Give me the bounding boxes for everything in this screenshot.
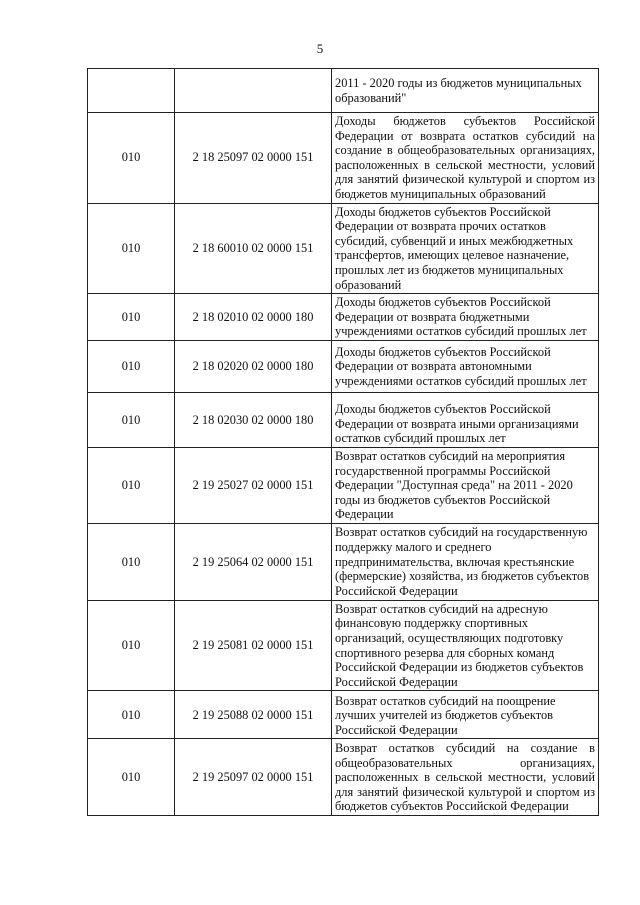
description-cell: Доходы бюджетов субъектов Российской Федерации от возврата бюджетными учреждениями остатков субсидий прошлых лет	[332, 294, 599, 341]
budget-code-cell: 2 19 25064 02 0000 151	[175, 523, 332, 600]
table-row	[88, 113, 599, 204]
page-number: 5	[316, 41, 324, 56]
budget-code-cell: 2 18 25097 02 0000 151	[175, 113, 332, 204]
admin-code-cell: 010	[88, 447, 175, 523]
admin-code-cell: 010	[88, 340, 175, 392]
admin-code-cell: 010	[88, 392, 175, 447]
table-row	[88, 691, 599, 739]
admin-code-cell: 010	[88, 523, 175, 600]
admin-code-cell: 010	[88, 203, 175, 294]
admin-code-cell: 010	[88, 113, 175, 204]
admin-code-cell	[88, 69, 175, 113]
description-cell: Доходы бюджетов субъектов Российской Федерации от возврата иными организациями остатков субсидий прошлых лет	[332, 392, 599, 447]
budget-code-cell: 2 19 25088 02 0000 151	[175, 691, 332, 739]
description-cell: Доходы бюджетов субъектов Российской Федерации от возврата автономными учреждениями остатков субсидий прошлых лет	[332, 340, 599, 392]
budget-code-cell: 2 18 02020 02 0000 180	[175, 340, 332, 392]
description-cell: Возврат остатков субсидий на мероприятия государственной программы Российской Федерации "Доступная среда" на 2011 - 2020 годы из бюджетов субъектов Российской Федерации	[332, 447, 599, 523]
table-row	[88, 294, 599, 341]
table-row	[88, 69, 599, 113]
description-cell: 2011 - 2020 годы из бюджетов муниципальных образований"	[332, 69, 599, 113]
budget-code-cell: 2 19 25097 02 0000 151	[175, 739, 332, 816]
description-cell: Возврат остатков субсидий на создание в общеобразовательных организациях, расположенных в сельской местности, условий для занятий физической культурой и спортом из бюджетов субъектов Российской Федерации	[332, 739, 599, 816]
budget-code-cell: 2 19 25081 02 0000 151	[175, 600, 332, 691]
table-row	[88, 203, 599, 294]
budget-code-cell: 2 18 02030 02 0000 180	[175, 392, 332, 447]
description-cell: Возврат остатков субсидий на государственную поддержку малого и среднего предпринимательства, включая крестьянские (фермерские) хозяйства, из бюджетов субъектов Российской Федерации	[332, 523, 599, 600]
table-row	[88, 739, 599, 816]
description-cell: Доходы бюджетов субъектов Российской Федерации от возврата остатков субсидий на создание в общеобразовательных организациях, расположенных в сельской местности, условий для занятий физической культурой и спортом из бюджетов муниципальных образований	[332, 113, 599, 204]
table-row	[88, 600, 599, 691]
admin-code-cell: 010	[88, 739, 175, 816]
table-row	[88, 523, 599, 600]
admin-code-cell: 010	[88, 691, 175, 739]
budget-code-cell	[175, 69, 332, 113]
budget-code-cell: 2 18 02010 02 0000 180	[175, 294, 332, 341]
admin-code-cell: 010	[88, 600, 175, 691]
description-cell: Доходы бюджетов субъектов Российской Федерации от возврата прочих остатков субсидий, субвенций и иных межбюджетных трансфертов, имеющих целевое назначение, прошлых лет из бюджетов муниципальных образований	[332, 203, 599, 294]
admin-code-cell: 010	[88, 294, 175, 341]
table-row	[88, 340, 599, 392]
description-cell: Возврат остатков субсидий на адресную финансовую поддержку спортивных организаций, осуществляющих подготовку спортивного резерва для сборных команд Российской Федерации из бюджетов субъектов Российской Федерации	[332, 600, 599, 691]
budget-code-cell: 2 18 60010 02 0000 151	[175, 203, 332, 294]
description-cell: Возврат остатков субсидий на поощрение лучших учителей из бюджетов субъектов Российской Федерации	[332, 691, 599, 739]
table-row	[88, 392, 599, 447]
table-row	[88, 447, 599, 523]
revenue-codes-table	[87, 68, 599, 816]
budget-code-cell: 2 19 25027 02 0000 151	[175, 447, 332, 523]
